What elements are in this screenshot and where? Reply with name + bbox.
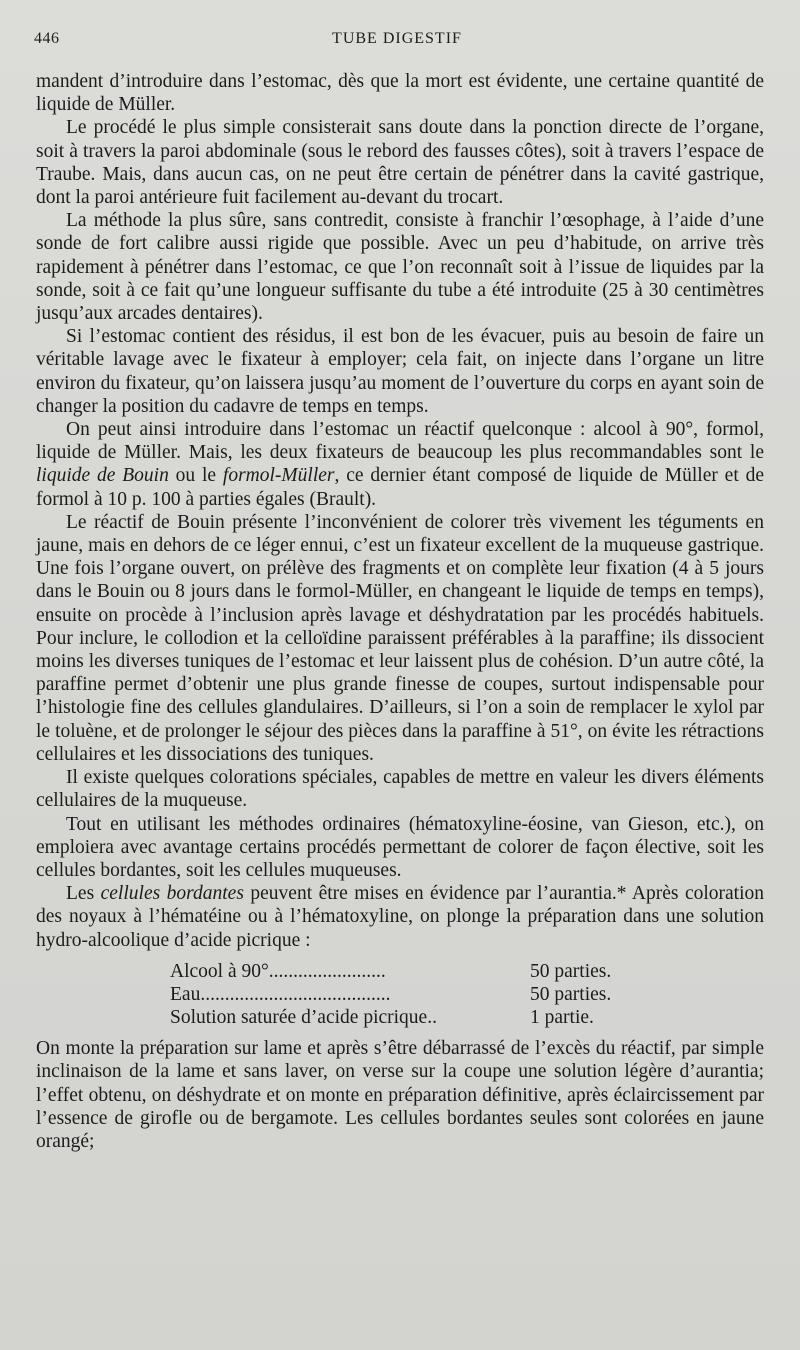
paragraph-8: Tout en utilisant les méthodes ordinaires (hématoxyline-éosine, van Gieson, etc.), on emploiera avec avantage certains procédés permettant de colorer de façon élective, soit les cellules bordantes, soit les cellules muqueuses.	[36, 813, 764, 881]
paragraph-5-text-b: ou le	[168, 465, 223, 487]
recipe-row	[170, 960, 640, 983]
term-cellules-bordantes: cellules bordantes	[100, 883, 244, 905]
recipe-quantity: 50 parties.	[530, 960, 612, 982]
running-head	[34, 30, 760, 56]
recipe-quantity: 50 parties.	[530, 983, 612, 1005]
paragraph-5-text-c: , ce dernier étant composé de liquide de Müller et de formol à 10 p. 100 à parties égales (Brault).	[36, 465, 764, 510]
recipe-row	[170, 983, 640, 1006]
term-formol-muller: formol-Müller	[222, 465, 335, 487]
paragraph-9	[36, 882, 764, 952]
recipe-row	[170, 1006, 640, 1029]
paragraph-3: La méthode la plus sûre, sans contredit, consiste à franchir l’œsophage, à l’aide d’une sonde de fort calibre aussi rigide que possible. Avec un peu d’habitude, on arrive très rapidement à pénétrer dans l’estomac, ce que l’on reconnaît soit à l’issue de liquides par la sonde, soit à ce fait qu’une longueur suffisante du tube a été introduite (25 à 30 centimètres jusqu’aux arcades dentaires).	[36, 210, 764, 325]
chapter-title: TUBE DIGESTIF	[332, 30, 462, 47]
recipe-ingredient: Alcool à 90°........................	[170, 960, 386, 982]
paragraph-5-text-a: On peut ainsi introduire dans l’estomac un réactif quelconque : alcool à 90°, formol, liquide de Müller. Mais, les deux fixateurs de beaucoup les plus recommandables sont le	[36, 419, 764, 464]
paragraph-2: Le procédé le plus simple consisterait sans doute dans la ponction directe de l’organe, soit à travers la paroi abdominale (sous le rebord des fausses côtes), soit à travers l’espace de Traube. Mais, dans aucun cas, on ne peut être certain de pénétrer dans la cavité gastrique, dont la paroi antérieure fuit facilement au-devant du trocart.	[36, 117, 764, 209]
paragraph-9-text-a: Les	[66, 883, 101, 905]
paragraph-4: Si l’estomac contient des résidus, il est bon de les évacuer, puis au besoin de faire un véritable lavage avec le fixateur à employer; cela fait, on injecte dans l’organe un litre environ du fixateur, qu’on laissera jusqu’au moment de l’ouverture du corps en ayant soin de changer la position du cadavre de temps en temps.	[36, 326, 764, 417]
term-liquide-de-bouin: liquide de Bouin	[36, 465, 169, 487]
recipe-ingredient: Eau.......................................	[170, 983, 391, 1005]
page-number: 446	[34, 30, 60, 47]
recipe-table	[170, 960, 640, 1030]
paragraph-6: Le réactif de Bouin présente l’inconvénient de colorer très vivement les téguments en jaune, mais en dehors de ce léger ennui, c’est un fixateur excellent de la muqueuse gastrique. Une fois l’organe ouvert, on prélève des fragments et on complète leur fixation (4 à 5 jours dans le Bouin ou 8 jours dans le formol-Müller, en changeant le liquide de temps en temps), ensuite on procède à l’inclusion après lavage et déshydratation par les procédés habituels. Pour inclure, le collodion et la celloïdine paraissent préférables à la paraffine; ils dissocient moins les diverses tuniques de l’estomac et leur laissent plus de cohésion. D’un autre côté, la paraffine permet d’obtenir une plus grande finesse de coupes, surtout indispensable pour l’histologie fine des cellules glandulaires. D’ailleurs, si l’on a soin de remplacer le xylol par le toluène, et de prolonger le séjour des pièces dans la paraffine à 51°, on évite les rétractions cellulaires et les dissociations des tuniques.	[36, 511, 764, 765]
paragraph-1: mandent d’introduire dans l’estomac, dès que la mort est évidente, une certaine quantité de liquide de Müller.	[36, 71, 764, 116]
recipe-quantity: 1 partie.	[530, 1007, 594, 1029]
body-text	[36, 70, 764, 1153]
paragraph-9-text-b: peuvent être mises en évidence par l’aurantia.* Après coloration des noyaux à l’hématéine ou à l’hématoxyline, on plonge la préparation dans une solution hydro-alcoolique d’acide picrique :	[36, 883, 764, 951]
closing-paragraph: On monte la préparation sur lame et après s’être débarrassé de l’excès du réactif, par simple inclinaison de la lame et sans laver, on verse sur la coupe une solution légère d’aurantia; l’effet obtenu, on déshydrate et on monte en préparation définitive, après éclaircissement par l’essence de girofle ou de bergamote. Les cellules bordantes seules sont colorées en jaune orangé;	[36, 1038, 764, 1153]
recipe-ingredient: Solution saturée d’acide picrique..	[170, 1007, 437, 1029]
paragraph-7: Il existe quelques colorations spéciales, capables de mettre en valeur les divers éléments cellulaires de la muqueuse.	[36, 767, 764, 812]
paragraph-5	[36, 418, 764, 511]
